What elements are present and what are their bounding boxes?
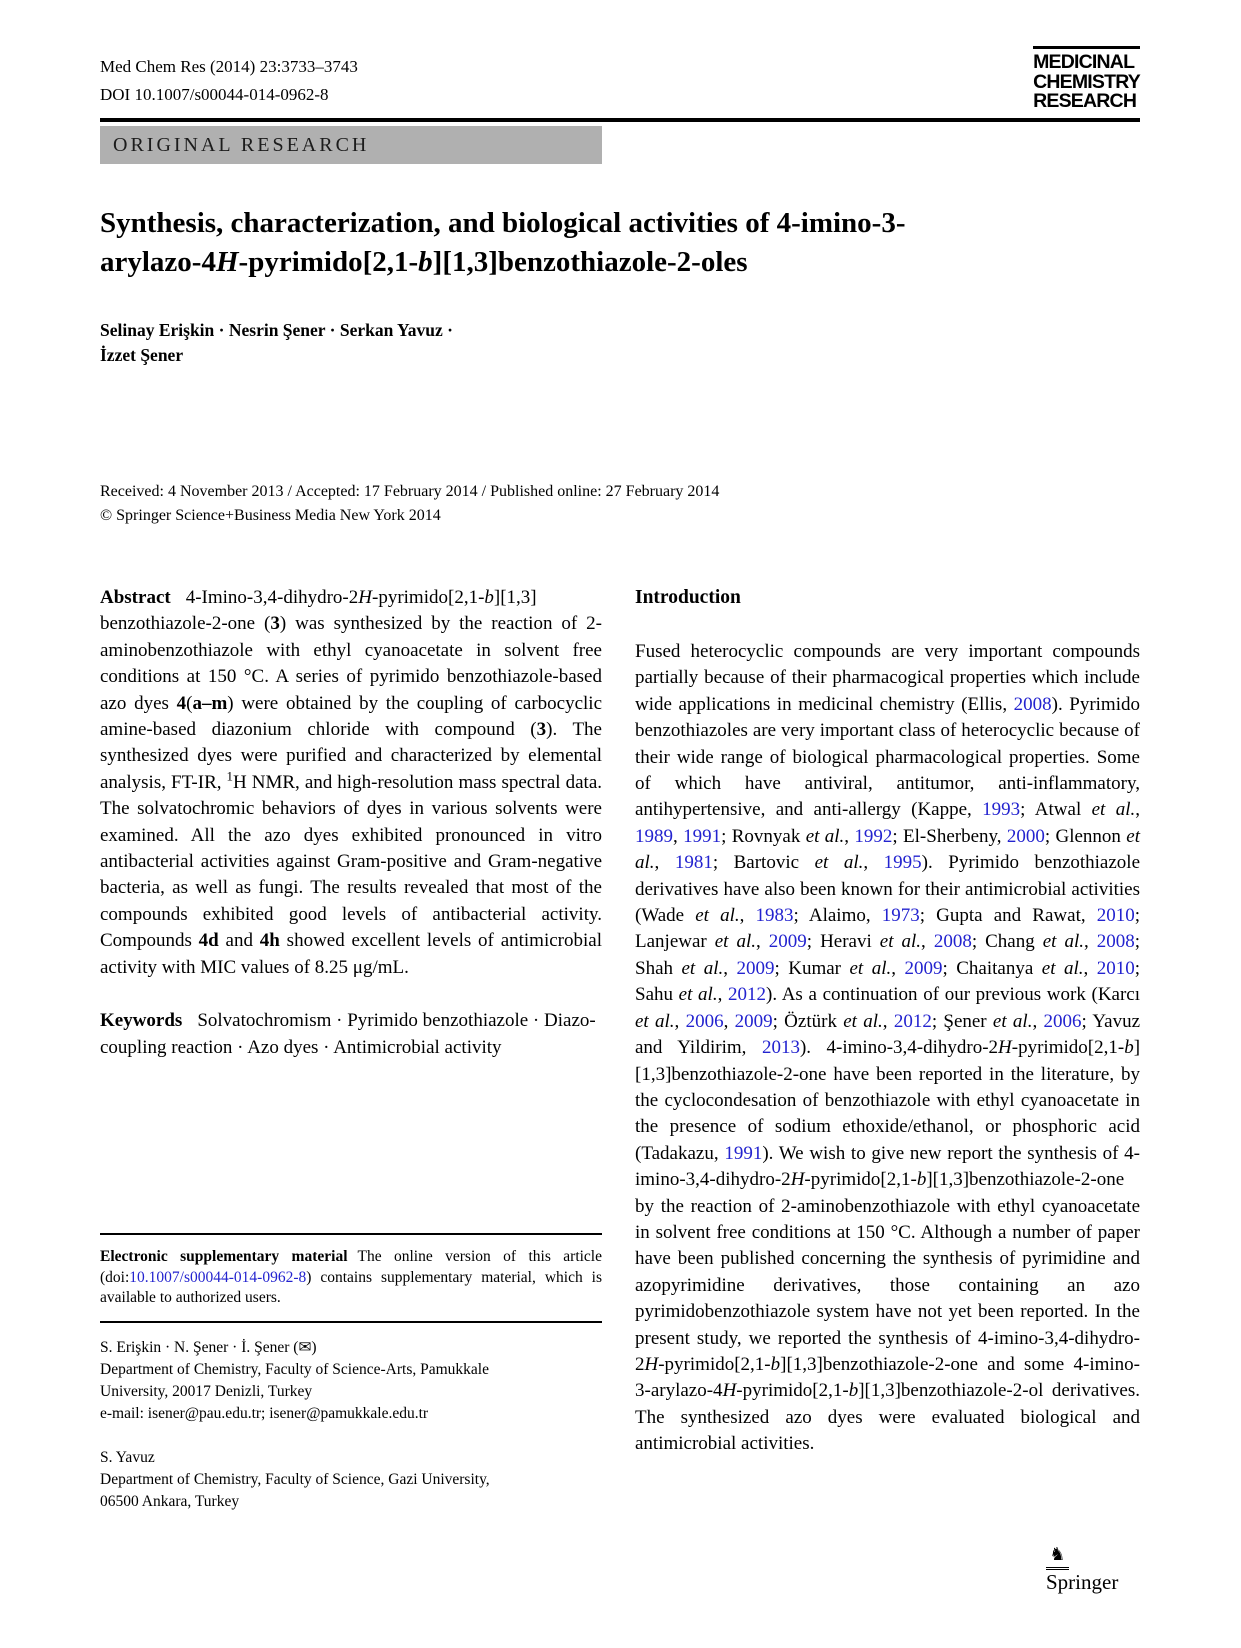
citation-link[interactable]: 1993	[982, 799, 1021, 821]
keywords-paragraph	[100, 1008, 602, 1061]
citation-link[interactable]: 1991	[683, 825, 722, 847]
keywords-label: Keywords	[100, 1010, 183, 1032]
citation-link[interactable]: 2006	[1043, 1010, 1082, 1032]
citation-link[interactable]: 2008	[1013, 693, 1052, 715]
journal-citation: Med Chem Res (2014) 23:3733–3743	[100, 57, 358, 76]
logo-line-1: MEDICINAL	[1033, 51, 1135, 73]
citation-link[interactable]: 1992	[854, 825, 893, 847]
header-left	[100, 53, 358, 109]
logo-line-2: CHEMISTRY	[1033, 70, 1140, 93]
doi-line: DOI 10.1007/s00044-014-0962-8	[100, 85, 329, 104]
springer-horse-icon: ♞	[1046, 1544, 1069, 1570]
citation-link[interactable]: 1973	[881, 905, 920, 927]
esm-text: The online version of this article (doi:10.1007/s00044-014-0962-8) contains supplementary material, which is available to authorized users.	[100, 1248, 602, 1306]
citation-link[interactable]: 2006	[685, 1010, 724, 1032]
citation-link[interactable]: 2009	[768, 931, 807, 953]
citation-link[interactable]: 2008	[1096, 931, 1135, 953]
author-list: Selinay Erişkin · Nesrin Şener · Serkan Yavuz · İzzet Şener	[100, 320, 453, 365]
introduction-text: Fused heterocyclic compounds are very important compounds partially because of their pharmacogical properties which include wide applications in medicinal chemistry (Ellis, 2008). Pyrimido benzothiazoles are very important class of heterocyclic because of their wide range of biological pharmacological properties. Some of which have antiviral, antitumor, anti-inflammatory, antihypertensive, and anti-allergy (Kappe, 1993; Atwal et al., 1989, 1991; Rovnyak et al., 1992; El-Sherbeny, 2000; Glennon et al., 1981; Bartovic et al., 1995). Pyrimido benzothiazole derivatives have also been known for their antimicrobial activities (Wade et al., 1983; Alaimo, 1973; Gupta and Rawat, 2010; Lanjewar et al., 2009; Heravi et al., 2008; Chang et al., 2008; Shah et al., 2009; Kumar et al., 2009; Chaitanya et al., 2010; Sahu et al., 2012). As a continuation of our previous work (Karcı et al., 2006, 2009; Öztürk et al., 2012; Şener et al., 2006; Yavuz and Yildirim, 2013). 4-imino-3,4-dihydro-2H-pyrimido[2,1-b][1,3]benzothiazole-2-one have been reported in the literature, by the cyclocondesation of benzothiazole with ethyl cyanoacetate in the presence of sodium ethoxide/ethanol, or phosphoric acid (Tadakazu, 1991). We wish to give new report the synthesis of 4-imino-3,4-dihydro-2H-pyrimido[2,1-b][1,3]benzothiazole-2-one by the reaction of 2-aminobenzothiazole with ethyl cyanoacetate in solvent free conditions at 150 °C. Although a number of paper have been published concerning the synthesis of pyrimidine and azopyrimidine derivatives, those containing an azo pyrimidobenzothiazole system have not yet been reported. In the present study, we reported the synthesis of 4-imino-3,4-dihydro-2H-pyrimido[2,1-b][1,3]benzothiazole-2-one and some 4-imino-3-arylazo-4H-pyrimido[2,1-b][1,3]benzothiazole-2-ol derivatives. The synthesized azo dyes were evaluated biological and antimicrobial activities.	[635, 641, 1141, 1455]
abstract-label: Abstract	[100, 587, 171, 608]
keywords-text: Solvatochromism · Pyrimido benzothiazole · Diazo-coupling reaction · Azo dyes · Antimicrobial activity	[100, 1010, 596, 1058]
logo-line-3: RESEARCH	[1033, 90, 1137, 112]
springer-wordmark: Springer	[1046, 1570, 1119, 1594]
springer-logo	[1046, 1538, 1140, 1595]
citation-link[interactable]: 2009	[736, 957, 775, 979]
esm-label: Electronic supplementary material	[100, 1248, 348, 1265]
copyright-line: © Springer Science+Business Media New York 2014	[100, 507, 441, 524]
footnote-area	[100, 1233, 602, 1535]
citation-link[interactable]: 10.1007/s00044-014-0962-8	[129, 1268, 307, 1286]
abstract-text: 4-Imino-3,4-dihydro-2H-pyrimido[2,1-b][1,3] benzothiazole-2-one (3) was synthesized by the reaction of 2-aminobenzothiazole with ethyl cyanoacetate in solvent free conditions at 150 °C. A series of pyrimido benzothiazole-based azo dyes 4(a–m) were obtained by the coupling of carbocyclic amine-based diazonium chloride with compound (3). The synthesized dyes were purified and characterized by elemental analysis, FT-IR, $^1$H NMR, and high-resolution mass spectral data. The solvatochromic behaviors of dyes in various solvents were examined. All the azo dyes exhibited pronounced in vitro antibacterial activities against Gram-positive and Gram-negative bacteria, as well as fungi. The results revealed that most of the compounds exhibited good levels of antibacterial activity. Compounds 4d and 4h showed excellent levels of antimicrobial activity with MIC values of 8.25 μg/mL.	[100, 587, 602, 978]
received-accepted-line: Received: 4 November 2013 / Accepted: 17 February 2014 / Published online: 27 February 2014	[100, 483, 720, 500]
citation-link[interactable]: 2000	[1006, 825, 1045, 847]
citation-link[interactable]: 2012	[728, 984, 766, 1006]
citation-link[interactable]: 2008	[933, 931, 972, 953]
affiliations	[100, 1321, 602, 1513]
header-rule	[100, 118, 1140, 122]
article-type-banner: ORIGINAL RESEARCH	[100, 126, 602, 164]
introduction-heading: Introduction	[635, 587, 741, 608]
journal-logo	[1033, 46, 1140, 112]
right-column	[635, 585, 1140, 1458]
citation-link[interactable]: 2013	[761, 1037, 800, 1059]
citation-link[interactable]: 1991	[724, 1142, 763, 1164]
citation-link[interactable]: 2010	[1096, 905, 1135, 927]
citation-link[interactable]: 2012	[893, 1010, 932, 1032]
supplementary-material-note	[100, 1233, 602, 1309]
citation-link[interactable]: 2009	[734, 1010, 773, 1032]
affiliation-block-2: S. Yavuz Department of Chemistry, Faculty of Science, Gazi University, 06500 Ankara, Turkey	[100, 1448, 490, 1510]
citation-link[interactable]: 2010	[1096, 957, 1135, 979]
publication-dates	[100, 480, 719, 528]
citation-link[interactable]: 1995	[883, 852, 922, 874]
citation-link[interactable]: 1983	[755, 905, 794, 927]
citation-link[interactable]: 1981	[674, 852, 713, 874]
citation-link[interactable]: 1989	[635, 825, 673, 847]
citation-link[interactable]: 2009	[904, 957, 943, 979]
affiliation-block-1: S. Erişkin · N. Şener · İ. Şener (✉) Department of Chemistry, Faculty of Science-Arts, Pamukkale University, 20017 Denizli, Turkey e-mail: isener@pau.edu.tr; isener@pamukkale.edu.tr	[100, 1338, 489, 1422]
article-title: Synthesis, characterization, and biological activities of 4-imino-3- arylazo-4H-pyrimido[2,1-b][1,3]benzothiazole-2-oles	[100, 207, 906, 278]
abstract-paragraph	[100, 585, 602, 981]
